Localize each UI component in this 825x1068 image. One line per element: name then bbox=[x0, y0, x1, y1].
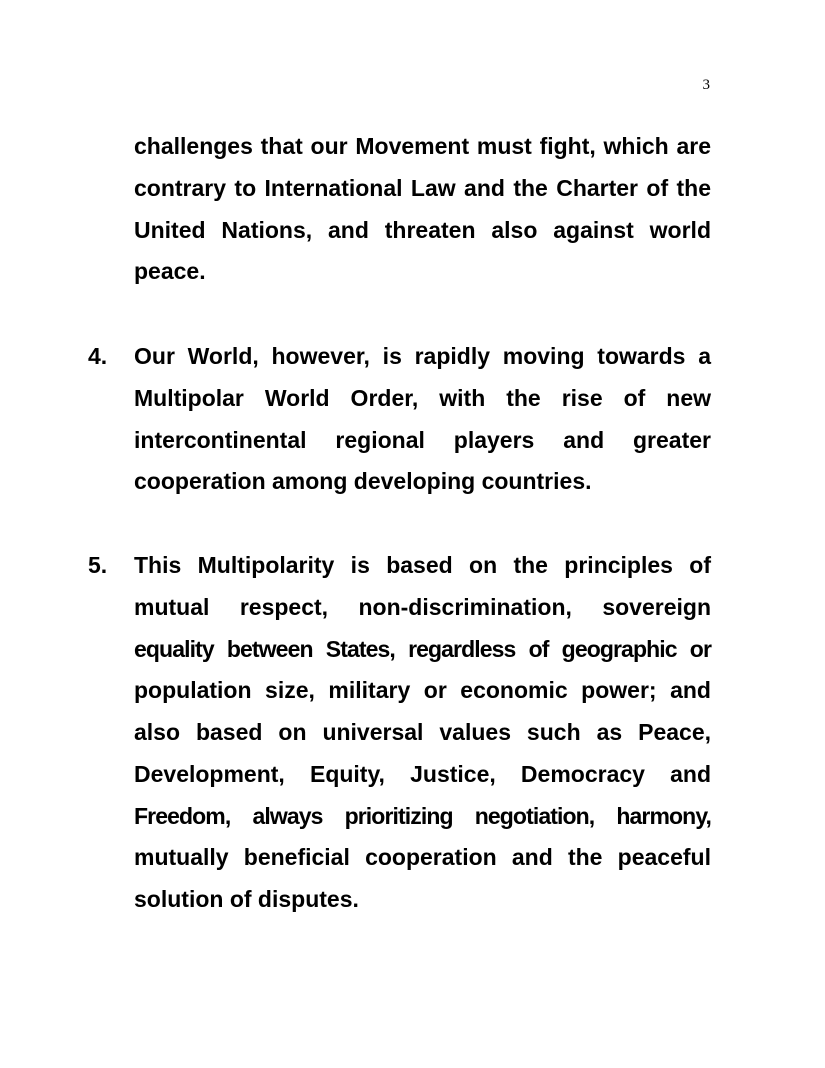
paragraph-5-part-1: This Multipolarity is based on the principles of mutual respect, non-discrimination, sovereign bbox=[134, 552, 711, 620]
paragraph-5 bbox=[134, 545, 711, 921]
paragraph-continuation: challenges that our Movement must fight, which are contrary to International Law and the Charter of the United Nations, and threaten also against world peace. bbox=[134, 133, 711, 285]
paragraph-4: Our World, however, is rapidly moving towards a Multipolar World Order, with the rise of new intercontinental regional players and greater cooperation among developing countries. bbox=[134, 343, 711, 495]
paragraph-5-part-3: population size, military or economic power; and also based on universal values such as Peace, Development, Equity, Justice, Democracy and bbox=[134, 677, 711, 787]
paragraph-5-part-2: equality between States, regardless of geographic or bbox=[134, 635, 711, 662]
paragraph-5-part-5: mutually beneficial cooperation and the peaceful solution of disputes. bbox=[134, 844, 711, 912]
page-number: 3 bbox=[702, 77, 710, 93]
paragraph-number-4: 4. bbox=[88, 343, 108, 369]
paragraph-number-5: 5. bbox=[88, 552, 108, 578]
paragraph-5-part-4: Freedom, always prioritizing negotiation, harmony, bbox=[134, 802, 711, 829]
